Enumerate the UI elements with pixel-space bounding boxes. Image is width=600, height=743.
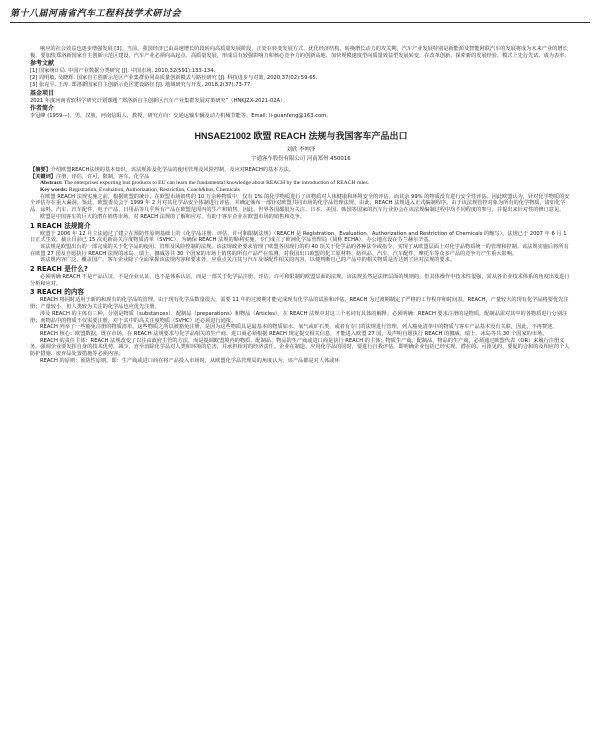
intro-text: 响应的社会效益也逐步增强发展 [3]。当前，我国经济已由高速增长阶段转向高质量发展阶段，正处在转变发展方式、优化经济结构、转换增长动力的攻关期。汽车产业发展特别是新能源及智能网联汽车的发展将成为未来产业的增长极，要加快郑洛新国家自主创新示范区建设，汽车产业必须向高起点、高质量发展，形成具有较强影响力和核心竞争力的创新高地，加快规模速度型向质量效益型发展转变，在改革创新、探索新的发展经验、模式上先行先试、成为表率。 xyxy=(30,46,570,59)
intro-paragraph: 在欧盟 REACH 法规实施之前，根据欧盟的统计，在欧盟市场销售的 10 万余种物质中，仅有 1% 的化学物质进行了该物质对人体健康和环境安全的评估，而其余 99% 的物质没有进行安全性评估。因此欧盟认为，针对化学物质的安全评估存在重大漏洞。鉴此，欧盟委员会于 1999 年 2 月对其化学品安全体制进行评估，并确定颁布一部针对欧盟共同市场的化学品管理法规。由此，REACH 法规进入正式编制程序。由于该法规管控对象为所有的化学物质，诸如化学品、涂料、汽车、汽车配件、电子产品、日用品等几乎所有产品在欧盟范围内的生产和销售。因此，世界各国都很为关注。日本、美国、韩国等国家的汽车行业协会在该法规编制过程中均不同程度的参与，并提出来针对性的修订意见。 xyxy=(30,193,570,214)
section-3-paragraph: 涉及 REACH 的主体有三种，分别是物质（substances）、配制品（preparations）和物品（Articles）。在 REACH 法规中对这三个名词有具体的解释。必须明确：REACH 要求注册的是物质。配制品需对其中的各物质进行分别注册；而物品中的物质不仅需要注册，对于其中的高关注度物质（SVHC）还必须进行通报。 xyxy=(30,310,568,324)
section-3-paragraph: REACH 将同时适用于新的和现有的化学品的管理。由于现有化学品数量很大，需要 11 年的过渡期才能完成现有化学品的试验和评估。REACH 为过渡期制定了严格的工作程序和时间表。REACH，产量较大的现有化学品将要优先注册；产量较小、但人类较为关注的化学品也应优先注册。 xyxy=(30,297,569,311)
section-2-heading: 2 REACH 是什么? xyxy=(30,265,88,274)
abstract-cn xyxy=(30,167,572,174)
abstract-en-label: Abstract: xyxy=(40,180,63,187)
reference-item: [3] 张克平, 王涛. 郑洛新国家自主创新示范区建设路径 [J]. 地域研究与开发, 2018,2(37):73-77. xyxy=(30,81,252,88)
reference-item: [2] 周明敏, 吴晓辉. 国家自主创新示范区产业集群协同高质量创新模式与路径研究 [J]. 科技进步与对策, 2020,37(02):59-65. xyxy=(30,75,318,82)
article-authors: 刘欣 李坤泽 xyxy=(286,146,316,153)
section-1-heading: 1 REACH 法规简介 xyxy=(30,221,91,230)
keywords-en-label: Key words: xyxy=(40,187,68,194)
intro-paragraph: 欧盟是中国客车的巨大的潜在销售市场，对 REACH 法规的了解和应对，有助于客车企业在欧盟市场的销售和竞争。 xyxy=(40,213,305,220)
abstract-en xyxy=(30,180,572,187)
section-3-heading: 3 REACH 的内容 xyxy=(30,288,85,297)
article-affiliation: 宇通客车股份有限公司 河南郑州 450016 xyxy=(251,155,351,162)
author-intro-heading: 作者简介 xyxy=(30,105,55,113)
article-title: HNSAE21002 欧盟 REACH 法规与我国客车产品出口 xyxy=(194,130,408,141)
keywords-en xyxy=(30,187,572,194)
fund-heading: 基金项目 xyxy=(30,89,55,97)
section-3-paragraph: REACH 列举了一些豁免注册的物质清单。这些物质之所以被豁免注册，是因为这些物质具是最基本的物质如水、氧气或矿石类，或者有专门的法规进行管理。列入豁免清单中的物质与客车产品基本没有关联，因此，不再赘述。 xyxy=(40,324,558,331)
fund-text: 2021 年度河南省软科学研究计划课题 “郑洛新自主创新区汽车产业集群发展对策研究”（HNKJZX-2021-02A）。 xyxy=(30,97,288,104)
section-1-paragraph: 欧盟于 2006 年 12 月立法通过了建立在预防性原则基础上的《化学品注册、评估、许可和限制法规》（REACH 是 Registration、Evaluation、Authorization and Restriction of Chemicals 的缩写），法规已于 2007 年 6 月 1 日正式生效，截止目前已 15 次更新高关注度物质清单（SVHC），为确保 REACH 法规的顺利实施，专门成立了欧洲化学品管理局（简称 ECHA），办公地点设在芬兰赫尔辛基。 xyxy=(30,230,567,244)
keywords-cn-label: 【关键词】 xyxy=(30,173,56,180)
reference-item: [1] 国家统计局. 中国产业数据分类研究 [J]. 中国市场, 2010,32(591):133-134. xyxy=(30,68,216,75)
abstract-cn-label: 【摘要】 xyxy=(30,166,51,173)
section-1-paragraph: 该法规内容广泛，覆盖国广。客车企业除了全面掌握该法规内容和要求外，应重点关注其与汽车及零配件相关的内容，以便判断自己的产品中的相关物质是否达到了应对法规的要求。 xyxy=(40,257,456,264)
references-heading: 参考文献 xyxy=(30,60,55,68)
running-header: 第十八届河南省汽车工程科技学术研讨会 xyxy=(10,9,182,19)
section-2-paragraph: 必须明确 REACH 不是产品认证，不是企业认证，也不是体系认证，而是一部关于化学品注册、评估、许可和限制的欧盟层面的法规。该法规虽然是法律层面的规则的，但其体操作中技术性很强，需从各企业技术体系的角度出发进行分析和应对。 xyxy=(30,274,570,287)
page-body xyxy=(30,46,572,365)
author-intro-text: 李冠峰 (1959—)，男，汉族，河南信阳人，教授，研究方向：交通运输车辆及动力机械节能等。Email: li-guanfeng@163.com。 xyxy=(30,113,332,120)
keywords-en-text: Registration, Evaluation, Authorization, Restriction, Coach&bus, Chemicals xyxy=(68,187,240,194)
section-3-paragraph: REACH 核心：欧盟数据，既在市场，在 REACH 法规要求与化学品相关的生产商、进口商必须根据 REACH 规定提交相关信息，才能进入欧盟 27 国，及声明自愿执行 REACH 的挪威、瑞士、冰岛等共 30 个国家的市场。 xyxy=(40,330,548,337)
section-1-paragraph: 该法规是欧盟出台的一部完成的关于化学品的使用、管理及风险控制的法规。该法规政企要求管理了欧盟各国现行的约 40 项关于化学品的各种法令或指令，实现了从欧盟层面上对化学品物质统一的管理和控制。该法规实施后将所有在欧盟 27 国及自愿执行 REACH 法规的冰岛、瑞士、挪威等共 30 个国家的市场上销售的所有产品严在监测。对我国出口欧盟的化工原材料、纺织品、汽车、汽车配件、摩托车等众多产品的竞争力产生重大影响。 xyxy=(30,243,569,257)
section-3-paragraph: REACH 的责任主体：REACH 法规改变了以往由政府主管的方法，而是提调欧盟境内的物质、配制品、物品的生产商或进口商是执行 REACH 的主体；物质生产商、配制品、物品的生产商，必须通过欧盟代表（OR）来履行注册义务。强调企业要发挥自身的技术优势，减少、直至消除化学品对人类和环境的危害，并承担相对的经济责任。企业在制造、应用化学品的同时，要进行自我评估，即明确企业包括已经实现、潜在的、可预见的、要促的合和的及相应的个人防护措施、废弃品处置措施等必须内容。 xyxy=(30,337,570,358)
section-3-paragraph: REACH 的原则：预防性原则。即：生产商或进口商在将产品投入市场时，从欧盟化学品管理局的角度认为，该产品都是对人体或环 xyxy=(40,357,340,364)
abstract-cn-text: 介绍欧盟REACH法规的基本知识，该法规涉及化学品的使用管理及风险控制，及应对REACH的基本方法。 xyxy=(50,166,294,173)
header-rule xyxy=(10,22,590,23)
abstract-en-text: The enterprises exporting bus products to EU can learn the fundamental knowledge about REACH by the introduction of REACH rules. xyxy=(64,180,370,187)
keywords-cn-text: 注册，评估，许可，限制，客车，化学品 xyxy=(55,173,150,180)
